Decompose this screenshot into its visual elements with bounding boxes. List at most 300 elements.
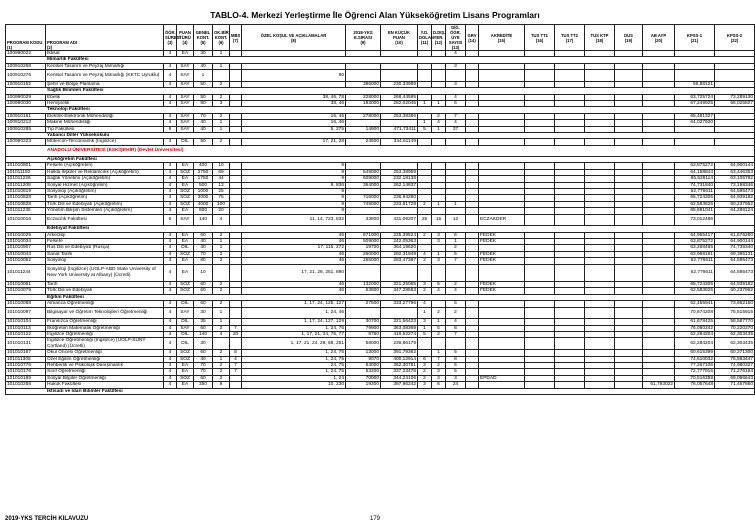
table-cell: 4 [164, 356, 177, 362]
table-cell: 9 [213, 382, 230, 388]
table-cell: 4 [164, 101, 177, 107]
table-cell [643, 264, 675, 281]
table-cell: 1 [418, 307, 432, 319]
table-cell: 363,08369 [381, 325, 418, 331]
table-cell: Eczacılık Fakültesi [46, 214, 164, 226]
table-cell: 7 [230, 363, 242, 369]
table-cell: 4 [164, 238, 177, 244]
table-cell: 65,691041 [675, 208, 715, 214]
table-cell: 1 [446, 238, 466, 244]
table-cell: 4 [164, 307, 177, 319]
table-cell: 1 [432, 126, 446, 132]
table-cell: 2 [418, 232, 432, 238]
table-cell: 3 [418, 319, 432, 325]
table-cell: 4 [164, 163, 177, 169]
table-cell: 1 [446, 201, 466, 207]
table-cell: 4 [164, 301, 177, 307]
table-cell: Kentsel Tasarım ve Peyzaj Mimarlığı [46, 63, 164, 69]
table-cell: 4 [164, 319, 177, 325]
table-cell [615, 264, 643, 281]
table-cell: 101010079 [6, 288, 46, 294]
table-cell: SAY [177, 214, 194, 226]
table-cell: 72,777916 [675, 369, 715, 375]
table-cell: 471,73411 [381, 126, 418, 132]
table-cell: SAY [177, 120, 194, 126]
table-cell: 79900 [346, 325, 381, 331]
table-cell: EA [177, 163, 194, 169]
table-cell: 101010104 [6, 319, 46, 325]
table-cell: SÖZ [177, 201, 194, 207]
table-cell: DİL [177, 139, 194, 145]
table-cell: EA [177, 363, 194, 369]
table-cell: 2 [213, 288, 230, 294]
table-cell: 2 [213, 94, 230, 100]
table-cell: 74,980327 [715, 363, 755, 369]
table-cell: 1, 24 [242, 375, 346, 381]
table-cell: 431,09207 [381, 214, 418, 226]
table-cell: 344,24106 [381, 375, 418, 381]
table-cell: 2 [418, 258, 432, 264]
table-cell: 3 [432, 232, 446, 238]
table-cell: 2 [213, 350, 230, 356]
table-cell [615, 214, 643, 226]
table-cell: 3000 [194, 195, 213, 201]
table-cell: 2 [432, 363, 446, 369]
table-cell: 10 [213, 163, 230, 169]
table-cell: 2 [213, 113, 230, 119]
table-cell: 54000 [346, 363, 381, 369]
table-cell: 232,18138 [381, 176, 418, 182]
table-cell: 64,288124 [715, 208, 755, 214]
table-cell: 24, 75 [242, 363, 346, 369]
table-cell: 140 [194, 214, 213, 226]
table-cell: 101011244 [6, 264, 46, 281]
table-cell: 40 [194, 356, 213, 362]
table-cell: 4 [164, 258, 177, 264]
table-cell: 416,52274 [381, 331, 418, 337]
table-cell: SAY [177, 126, 194, 132]
column-header: GENEL KONT. (5) [194, 25, 213, 51]
table-cell: Sanat Tarihi [46, 251, 164, 257]
table-cell: SÖZ [177, 350, 194, 356]
table-cell: 71,467860 [715, 382, 755, 388]
table-cell: 100990030 [6, 101, 46, 107]
table-cell: Fransızca Öğretmenliği [46, 319, 164, 325]
table-cell: 101010097 [6, 307, 46, 319]
table-cell: 1, 17, 21, 24, 75, 77 [242, 331, 346, 337]
table-cell: 9070 [346, 356, 381, 362]
table-cell: 2 [432, 307, 446, 319]
table-cell: 4 [164, 70, 177, 82]
table-cell: 38, 46 [242, 101, 346, 107]
table-cell: 101010034 [6, 238, 46, 244]
table-cell: 20 [213, 208, 230, 214]
table-cell: 46 [242, 258, 346, 264]
table-cell: 74,610032 [675, 356, 715, 362]
table-cell: 70000 [346, 375, 381, 381]
table-cell: 30 [194, 338, 213, 350]
table-cell: 1 [432, 350, 446, 356]
table-cell: 2 [213, 251, 230, 257]
table-cell: Türk Dili ve Edebiyatı (Açıköğretim) [46, 201, 164, 207]
table-cell: 1 [432, 101, 446, 107]
column-header: PROGRAM KODU (1) [6, 25, 46, 51]
table-cell: 62,284204 [675, 338, 715, 350]
table-cell: Okul Öncesi Öğretmenliği [46, 350, 164, 356]
table-cell: 100910258 [6, 63, 46, 69]
table-cell: 7 [446, 331, 466, 337]
table-cell: İngilizce Öğretmenliği (İngilizce) (UOLP-SUNY Cortland) (Ücretli) [46, 338, 164, 350]
table-cell [555, 264, 585, 281]
table-cell: 7 [230, 325, 242, 331]
table-cell [466, 338, 479, 350]
table-cell: 9 [242, 188, 346, 194]
table-cell [715, 70, 755, 82]
table-cell: 61,793022 [643, 382, 675, 388]
table-cell: 63,105792 [715, 176, 755, 182]
table-cell: 62,776611 [675, 188, 715, 194]
table-cell: 4 [418, 251, 432, 257]
table-cell: 4 [446, 120, 466, 126]
table-cell: DİL [177, 331, 194, 337]
table-cell [525, 338, 555, 350]
table-cell: 2 [213, 258, 230, 264]
table-cell: 283,47387 [381, 258, 418, 264]
table-cell [346, 264, 381, 281]
table-cell [555, 307, 585, 319]
table-cell [525, 264, 555, 281]
table-cell [585, 338, 615, 350]
table-cell: 65,481327 [675, 113, 715, 119]
table-cell: 4 [446, 51, 466, 57]
table-cell: 2 [432, 113, 446, 119]
table-cell [418, 70, 432, 82]
table-cell: 400 [194, 163, 213, 169]
table-cell: 1 [213, 319, 230, 325]
table-cell: 64,595473 [715, 264, 755, 281]
table-cell: Sosyoloji (İngilizce) (UOLP-ABD State University of New York University at Albany) (Ücretli) [46, 264, 164, 281]
table-cell: 80 [194, 258, 213, 264]
table-cell: 5 [418, 126, 432, 132]
table-cell: 1 [432, 251, 446, 257]
table-cell: FEDEK [479, 281, 525, 287]
table-cell: 225,39524 [381, 232, 418, 238]
column-header: AB AYP (20) [643, 25, 675, 51]
table-cell: 397,96242 [381, 382, 418, 388]
table-cell [432, 338, 446, 350]
table-cell: 4 [164, 369, 177, 375]
table-cell: Felsefe [46, 238, 164, 244]
table-cell: 53200 [346, 369, 381, 375]
table-cell [585, 307, 615, 319]
table-cell: 40 [194, 238, 213, 244]
table-cell: SAY [177, 325, 194, 331]
table-cell: 4 [164, 375, 177, 381]
table-cell: 671000 [346, 232, 381, 238]
table-cell: 24500 [346, 139, 381, 145]
table-cell: 63,875272 [675, 238, 715, 244]
table-cell [675, 70, 715, 82]
table-cell [525, 214, 555, 226]
table-cell: 1, 24, 46 [242, 307, 346, 319]
table-cell: DİL [177, 245, 194, 251]
table-cell: 1 [418, 325, 432, 331]
table-cell: 4 [164, 232, 177, 238]
table-cell: 60 [194, 301, 213, 307]
table-cell: 6 [446, 363, 466, 369]
column-header: GRV (14) [466, 25, 479, 51]
table-cell: 364,19620 [381, 245, 418, 251]
table-cell: 1, 17, 24, 127, 129 [242, 319, 346, 325]
table-cell: 9, 836 [242, 182, 346, 188]
table-cell: 73,662150 [715, 301, 755, 307]
table-cell [479, 307, 525, 319]
university-row [6, 145, 755, 156]
table-cell: DİL [177, 301, 194, 307]
table-cell: 3 [432, 238, 446, 244]
table-cell: 101011235 [6, 208, 46, 214]
table-cell: 58000 [346, 338, 381, 350]
table-cell: 239,86179 [381, 338, 418, 350]
table-cell: SAY [177, 81, 194, 87]
university-name: ANADOLU ÜNİVERSİTESİ (ESKİŞEHİR) (Devlet Üniversitesi) [46, 145, 755, 156]
table-cell: 2 [213, 369, 230, 375]
table-cell [418, 264, 432, 281]
table-cell: 1 [213, 245, 230, 251]
table-cell [555, 70, 585, 82]
table-cell: 38, 46, 78 [242, 94, 346, 100]
table-cell: 70 [194, 363, 213, 369]
table-cell: 101010819 [6, 188, 46, 194]
table-cell: 3 [432, 369, 446, 375]
table-cell: 4 [164, 139, 177, 145]
table-cell: 67,249925 [675, 101, 715, 107]
column-header: KPSS-2 (22) [715, 25, 755, 51]
faculty-name: Teknoloji Fakültesi [46, 107, 755, 113]
table-cell: 70 [194, 113, 213, 119]
table-cell [643, 307, 675, 319]
table-cell: 64,900144 [715, 163, 755, 169]
table-cell: 1 [194, 70, 213, 82]
table-cell: 100910276 [6, 70, 46, 82]
table-cell [466, 307, 479, 319]
table-cell: 4 [164, 245, 177, 251]
table-cell: 62,583825 [675, 288, 715, 294]
table-cell: 4 [164, 182, 177, 188]
table-cell: 337,23478 [381, 369, 418, 375]
table-cell: Sosyal Hizmet (Açıköğretim) [46, 182, 164, 188]
table-cell: FEDEK [479, 258, 525, 264]
table-cell: Sağlık Yönetimi (Açıköğretim) [46, 176, 164, 182]
table-cell: 1 [213, 356, 230, 362]
table-cell: 60,371300 [715, 350, 755, 356]
table-cell: 268,44595 [381, 94, 418, 100]
table-cell [643, 214, 675, 226]
table-cell: 716000 [346, 195, 381, 201]
table-cell: Almanca Öğretmenliği [46, 301, 164, 307]
table-cell: DİL [177, 338, 194, 350]
table-cell: 64,595473 [715, 188, 755, 194]
table-cell: 40 [194, 63, 213, 69]
table-cell: 2 [213, 232, 230, 238]
table-cell: 4 [164, 382, 177, 388]
table-cell: Arkeoloji [46, 232, 164, 238]
table-cell: 4 [230, 356, 242, 362]
table-cell: 9 [242, 163, 346, 169]
table-cell: 5 [446, 301, 466, 307]
table-cell [585, 264, 615, 281]
table-cell: 230,33989 [381, 81, 418, 87]
table-cell: 2 [446, 281, 466, 287]
table-cell: 391,79362 [381, 350, 418, 356]
table-cell [230, 214, 242, 226]
table-cell: 4 [164, 281, 177, 287]
table-cell: Mütercim-Tercümanlık (İngilizce) [46, 139, 164, 145]
empty-cell [6, 145, 46, 156]
table-cell: 101011208 [6, 182, 46, 188]
table-cell: 50 [194, 139, 213, 145]
table-cell [230, 338, 242, 350]
table-cell: EA [177, 176, 194, 182]
table-cell [466, 264, 479, 281]
table-cell [615, 70, 643, 82]
table-cell [479, 70, 525, 82]
table-cell: Sosyoloji [46, 258, 164, 264]
table-cell: 3 [446, 81, 466, 87]
table-cell: 76,593447 [715, 356, 755, 362]
table-cell [585, 214, 615, 226]
table-cell: 4 [164, 251, 177, 257]
table-cell: 60,237962 [715, 288, 755, 294]
table-cell: EA [177, 238, 194, 244]
table-cell: 69,395131 [715, 251, 755, 257]
table-cell: SAY [177, 113, 194, 119]
table-cell: 5, 275 [242, 126, 346, 132]
table-cell: 2 [213, 325, 230, 331]
table-cell [446, 338, 466, 350]
table-cell: 1 [213, 51, 230, 57]
table-cell: DİL [177, 319, 194, 325]
table-cell: 1 [418, 101, 432, 107]
table-cell: 64,027920 [675, 120, 715, 126]
table-cell: 13 [213, 182, 230, 188]
table-cell: 228000 [346, 94, 381, 100]
table-cell: 386000 [346, 81, 381, 87]
table-cell: Özel Eğitim Öğretmenliği [46, 356, 164, 362]
table-cell: 65,526114 [675, 176, 715, 182]
table-cell: 64,595473 [715, 258, 755, 264]
table-cell: 64,158844 [675, 169, 715, 175]
table-cell: 6 [432, 382, 446, 388]
table-cell: 63,725724 [675, 94, 715, 100]
table-cell: 3 [446, 375, 466, 381]
table-cell: SÖZ [177, 188, 194, 194]
table-cell: 63,875272 [675, 163, 715, 169]
table-cell: 253,38959 [381, 169, 418, 175]
table-cell: 101010052 [6, 258, 46, 264]
table-cell: 44 [213, 176, 230, 182]
table-cell: 4 [164, 195, 177, 201]
table-cell: 30700 [346, 319, 381, 325]
table-cell: Felsefe (Açıköğretim) [46, 163, 164, 169]
table-cell: EPDAD [479, 375, 525, 381]
table-cell: 5 [446, 350, 466, 356]
table-cell: SÖZ [177, 288, 194, 294]
table-cell: 3 [418, 363, 432, 369]
table-cell [615, 307, 643, 319]
table-cell: 76,060342 [675, 325, 715, 331]
column-header: PUAN TÜRÜ (4) [177, 25, 194, 51]
table-cell: 33800 [346, 214, 381, 226]
table-cell: Tıp Fakültesi [46, 126, 164, 132]
table-cell: 4 [164, 208, 177, 214]
table-cell: 101010088 [6, 301, 46, 307]
faculty-name: Eğitim Fakültesi [46, 294, 755, 300]
table-cell: 70,516358 [675, 375, 715, 381]
table-cell: 255000 [346, 258, 381, 264]
table-cell: 37 [446, 126, 466, 132]
table-cell: 6 [446, 232, 466, 238]
table-cell: 4 [164, 94, 177, 100]
page-number: 179 [369, 516, 380, 522]
table-cell: 3 [213, 101, 230, 107]
table-cell: 1 [432, 319, 446, 325]
table-header-row [6, 25, 755, 51]
table-cell: 1, 17, 21, 24, 28, 68, 251 [242, 338, 346, 350]
table-cell: 71,276164 [715, 369, 755, 375]
table-cell: 4 [213, 331, 230, 337]
table-cell: 8760 [346, 331, 381, 337]
table-cell: 2 [446, 307, 466, 319]
column-header: ÖĞR. SÜRESİ (3) [164, 25, 177, 51]
table-cell: 15 [432, 214, 446, 226]
table-cell: 4 [164, 120, 177, 126]
table-cell: 64,900144 [715, 238, 755, 244]
table-cell [446, 70, 466, 82]
table-cell: 4 [432, 120, 446, 126]
table-cell: 19300 [346, 382, 381, 388]
column-header: D.DIŞ. YER. (12) [432, 25, 446, 51]
table-cell: 70,220370 [715, 325, 755, 331]
table-cell: 10, 230 [242, 382, 346, 388]
table-cell: 1, 24, 75 [242, 356, 346, 362]
table-cell: 101010828 [6, 201, 46, 207]
table-cell: SAY [177, 94, 194, 100]
faculty-name: Açıköğretim Fakültesi [46, 156, 755, 162]
faculty-section-row [6, 388, 755, 394]
table-cell: 5 [164, 214, 177, 226]
table-cell: 63,268465 [675, 245, 715, 251]
table-cell: 13000 [346, 350, 381, 356]
table-row [6, 214, 755, 226]
table-cell: Makine Mühendisliği [46, 120, 164, 126]
footer-title: 2019-YKS TERCİH KILAVUZU [5, 516, 89, 522]
table-cell: 4 [432, 288, 446, 294]
table-cell: 9 [242, 195, 346, 201]
table-cell: 6 [446, 101, 466, 107]
table-cell: 8 [446, 356, 466, 362]
table-cell [555, 214, 585, 226]
table-cell: 347,28563 [381, 288, 418, 294]
table-cell: 4 [164, 201, 177, 207]
table-cell: 7 [230, 369, 242, 375]
table-cell: 292,31949 [381, 251, 418, 257]
table-cell: 101011305 [6, 356, 46, 362]
table-cell: 1 [213, 307, 230, 319]
table-cell: Ebelik [46, 94, 164, 100]
column-header: PROGRAM ADI (2) [46, 25, 164, 51]
table-cell: 75 [213, 195, 230, 201]
